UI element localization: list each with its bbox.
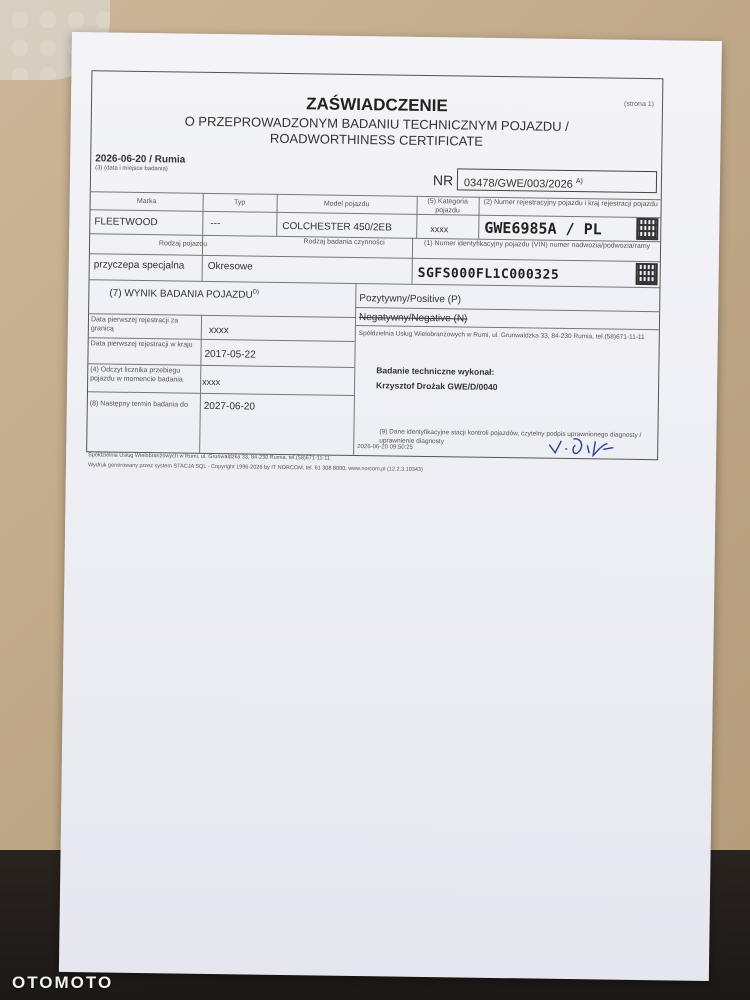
identification-note: (9) Dane identyfikacyjne stacji kontroli pojazdów, czytelny podpis uprawnionego diagnosty / uprawnienie diagnosty [379,428,642,446]
certificate-title: ZAŚWIADCZENIE [306,94,448,116]
col-divider [202,255,203,281]
value-data-granica: xxxx [208,324,229,337]
subtitle-line-1: O PRZEPROWADZONYM BADANIU TECHNICZNYM POJAZDU / [184,113,569,134]
certificate-subtitle [91,112,661,152]
label-kategoria: (5) Kategoria pojazdu [427,197,468,215]
value-typ: --- [210,217,221,230]
value-licznik: xxxx [202,376,221,388]
col-divider [353,283,356,455]
label-vin: (1) Numer identyfikacyjny pojazdu (VIN) numer nadwozia/podwozia/ramy [424,239,651,251]
result-negative: Negatywny/Negative (N) [358,312,468,325]
result-heading-text: (7) WYNIK BADANIA POJAZDU [109,287,253,301]
value-rodzaj-pojazdu: przyczepa specjalna [93,259,185,272]
watermark-logo: OTOMOTO [12,973,114,992]
inspector-heading: Badanie techniczne wykonał: [376,365,495,377]
label-data-kraj: Data pierwszej rejestracji w kraju [90,340,193,349]
label-marka: Marka [136,197,157,206]
value-registration: GWE6985A / PL [484,218,602,239]
qr-code-icon [636,218,658,240]
station-address: Spółdzielnia Usług Wielobranżowych w Rumi, ul. Grunwaldzka 33, 84-230 Rumia, tel.(58)671-11-11 [358,330,645,342]
footer-line-2: Wydruk generowany przez system STACJA SQL - Copyright 1996-2026 by IT NORCOM, tel. 61 308 8000, www.norcom.pl (12.2.3.10343) [87,462,423,473]
value-rodzaj-badania: Okresowe [207,260,253,273]
certificate-frame [86,70,663,460]
row-divider [355,307,659,312]
label-data-granica: Data pierwszej rejestracji za granicą [90,316,179,333]
timestamp: 2026-06-20 09:50:25 [357,444,413,451]
label-rej: (2) Numer rejestracyjny pojazdu i kraj rejestracji pojazdu [483,198,658,209]
value-vin: SGFS000FL1C000325 [417,265,560,283]
qr-code-icon [636,263,658,285]
subtitle-line-2: ROADWORTHINESS CERTIFICATE [269,130,484,149]
footer-line-1: Spółdzielnia Usług Wielobranżowych w Rumi, ul. Grunwaldzka 33, 84-230 Rumia, tel.(58)671-11-11 [88,452,331,462]
result-positive: Pozytywny/Positive (P) [359,293,462,306]
label-nastepny: (8) Następny termin badania do [89,400,188,409]
label-rodzaj-badania: Rodzaj badania czynności [303,238,385,247]
value-data-kraj: 2017-05-22 [204,348,256,361]
value-marka: FLEETWOOD [94,216,158,229]
label-model: Model pojazdu [323,200,370,209]
certificate-paper [59,32,722,981]
certificate-number [457,168,657,193]
page-note: (strona 1) [624,100,655,109]
certificate-number-sup: A) [575,178,583,186]
date-place-note: (3) (data i miejsce badania) [95,165,168,173]
row-divider [88,391,354,396]
value-nastepny: 2027-06-20 [203,400,256,413]
value-model: COLCHESTER 450/2EB [282,220,392,234]
result-heading-sup: D) [252,289,260,296]
label-rodzaj-pojazdu: Rodzaj pojazdu [158,240,208,248]
label-typ: Typ [233,199,246,207]
result-heading [109,285,289,303]
row-divider [91,209,661,218]
certificate-number-value: 03478/GWE/003/2026 [463,177,573,191]
value-kategoria: xxxx [430,224,449,235]
label-licznik: (4) Odczyt licznika przebiegu pojazdu w momencie badania [90,366,183,384]
inspector-name: Krzysztof Drożak GWE/D/0040 [376,380,498,392]
date-place: 2026-06-20 / Rumia [95,153,186,166]
nr-label: NR [432,172,454,189]
